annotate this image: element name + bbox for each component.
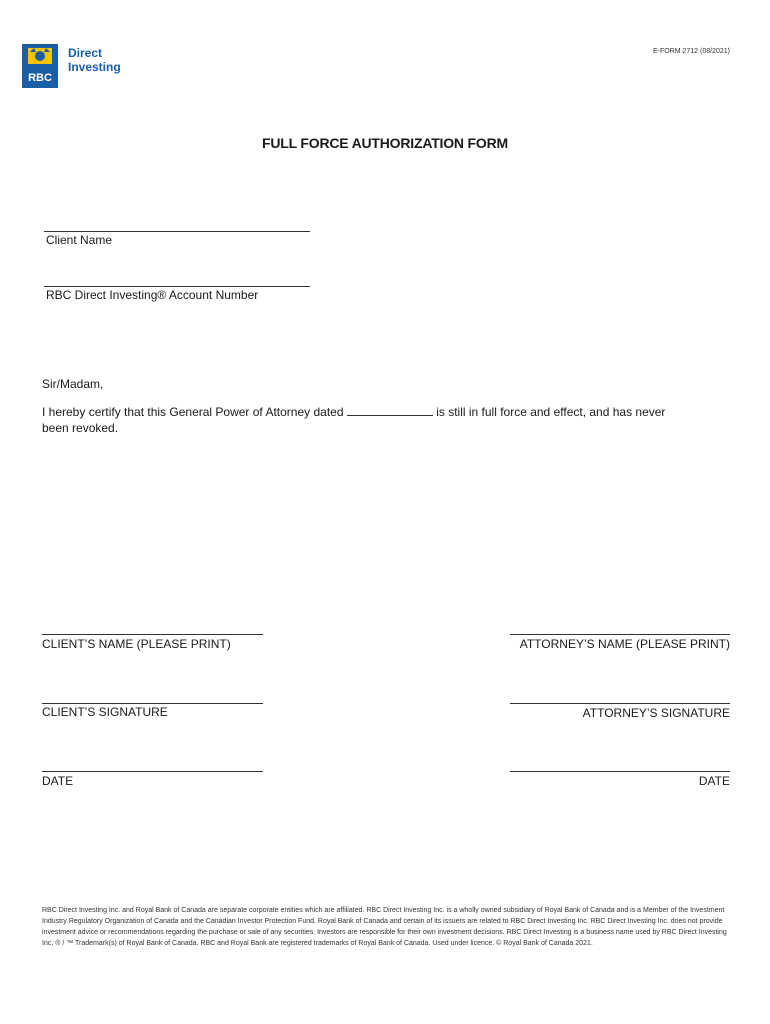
client-name-label: Client Name bbox=[46, 233, 113, 247]
account-number-label: RBC Direct Investing® Account Number bbox=[46, 288, 259, 302]
rbc-lion-shield-icon bbox=[22, 44, 58, 88]
brand-name bbox=[68, 46, 121, 74]
attorney-signature-label: ATTORNEY’S SIGNATURE bbox=[582, 706, 730, 720]
certify-text-3: been revoked. bbox=[42, 421, 119, 435]
attorney-name-print-line[interactable] bbox=[510, 634, 730, 635]
account-number-line[interactable] bbox=[44, 286, 310, 287]
attorney-date-line[interactable] bbox=[510, 771, 730, 772]
poa-date-blank[interactable] bbox=[347, 403, 433, 416]
client-date-line[interactable] bbox=[42, 771, 263, 772]
attorney-signature-line[interactable] bbox=[510, 703, 730, 704]
salutation: Sir/Madam, bbox=[42, 377, 104, 391]
client-signature-line[interactable] bbox=[42, 703, 263, 704]
rbc-direct-investing-logo bbox=[22, 44, 122, 90]
client-name-print-label: CLIENT’S NAME (PLEASE PRINT) bbox=[42, 637, 231, 651]
client-name-print-line[interactable] bbox=[42, 634, 263, 635]
client-signature-label: CLIENT’S SIGNATURE bbox=[42, 705, 168, 719]
certify-text-2: is still in full force and effect, and has never bbox=[436, 405, 666, 419]
client-name-line[interactable] bbox=[44, 231, 310, 232]
certify-paragraph bbox=[42, 403, 742, 436]
attorney-name-print-label: ATTORNEY’S NAME (PLEASE PRINT) bbox=[519, 637, 730, 651]
attorney-date-label: DATE bbox=[698, 774, 730, 788]
logo-registered-mark: ® bbox=[54, 82, 58, 88]
certify-text-1: I hereby certify that this General Power of Attorney dated bbox=[42, 405, 344, 419]
brand-line-2: Investing bbox=[68, 60, 121, 74]
form-title: FULL FORCE AUTHORIZATION FORM bbox=[262, 135, 508, 151]
legal-disclaimer: RBC Direct Investing Inc. and Royal Bank of Canada are separate corporate entities which are affiliated. RBC Direct Investing Inc. is a wholly owned subsidiary of Royal Bank of Canada and is a Member of the Investment Industry Regulatory Organization of Canada and the Canadian Investor Protection Fund. Royal Bank of Canada and certain of its issuers are related to RBC Direct Investing Inc. RBC Direct Investing Inc. does not provide investment advice or recommendations regarding the purchase or sale of any securities. Investors are responsible for their own investment decisions. RBC Direct Investing is a business name used by RBC Direct Investing Inc. ® / ™ Trademark(s) of Royal Bank of Canada. RBC and Royal Bank are registered trademarks of Royal Bank of Canada. Used under licence. © Royal Bank of Canada 2021. bbox=[42, 907, 727, 947]
client-date-label: DATE bbox=[42, 774, 74, 788]
form-code: E-FORM 2712 (08/2021) bbox=[652, 48, 730, 55]
logo-rbc-text: RBC bbox=[28, 72, 52, 84]
brand-line-1: Direct bbox=[68, 46, 103, 60]
